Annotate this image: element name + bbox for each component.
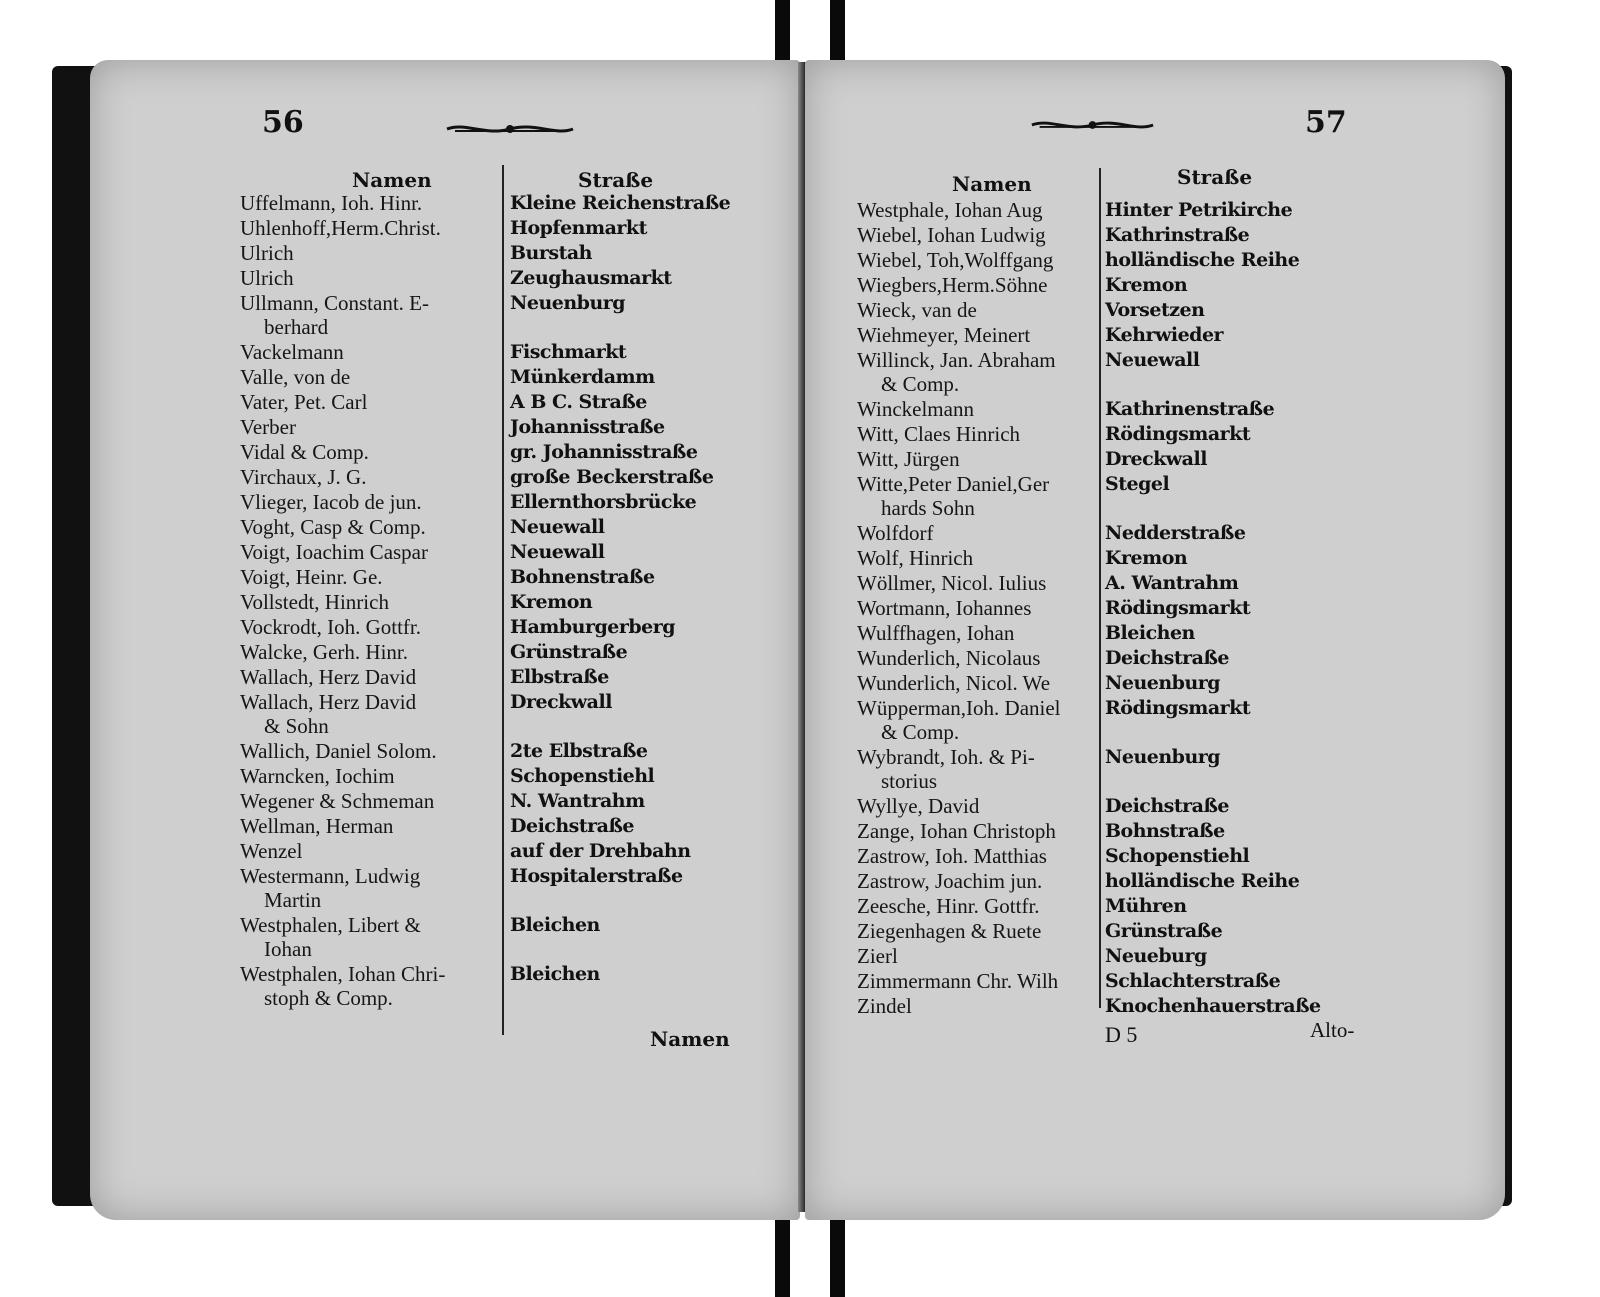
directory-entry [240, 565, 740, 590]
column-header-street: Straße [578, 168, 654, 192]
catchword: Namen [650, 1027, 730, 1051]
entry-name: Ulrich [240, 241, 294, 265]
entry-name-continued: storius [881, 769, 938, 793]
directory-entry [857, 919, 1357, 944]
directory-entry [857, 397, 1357, 422]
entry-name: Walcke, Gerh. Hinr. [240, 640, 408, 664]
entry-name: Zindel [857, 994, 912, 1018]
directory-entry [240, 291, 740, 340]
directory-entry [857, 571, 1357, 596]
entry-street: Deichstraße [510, 815, 634, 837]
entry-street: Kremon [510, 591, 593, 613]
directory-entry [857, 646, 1357, 671]
directory-entry [240, 690, 740, 739]
directory-entry [857, 223, 1357, 248]
entry-street: Deichstraße [1105, 647, 1229, 669]
entry-name: Zeesche, Hinr. Gottfr. [857, 894, 1040, 918]
directory-entry [857, 819, 1357, 844]
entry-name: Wallich, Daniel Solom. [240, 739, 437, 763]
entry-street: Deichstraße [1105, 795, 1229, 817]
directory-entry [240, 241, 740, 266]
directory-entry [240, 390, 740, 415]
entry-street: Kathrinenstraße [1105, 398, 1275, 420]
entry-street: Neuewall [1105, 349, 1200, 371]
directory-entry [857, 596, 1357, 621]
entry-name: Ullmann, Constant. E- [240, 291, 429, 315]
entry-street: Bleichen [1105, 622, 1195, 644]
entry-name: Wunderlich, Nicol. We [857, 671, 1051, 695]
directory-list [240, 191, 740, 1011]
entry-name: Witt, Claes Hinrich [857, 422, 1021, 446]
entry-street: Elbstraße [510, 666, 609, 688]
entry-name: Wiebel, Iohan Ludwig [857, 223, 1046, 247]
entry-name: Wüpperman,Ioh. Daniel [857, 696, 1061, 720]
entry-street: Hinter Petrikirche [1105, 199, 1293, 221]
directory-entry [857, 198, 1357, 223]
entry-name: Wöllmer, Nicol. Iulius [857, 571, 1047, 595]
entry-street: Neuenburg [1105, 672, 1221, 694]
entry-street: Johannisstraße [510, 416, 665, 438]
directory-entry [857, 869, 1357, 894]
entry-street: Bohnstraße [1105, 820, 1225, 842]
entry-street: 2te Elbstraße [510, 740, 648, 762]
entry-name: Voigt, Ioachim Caspar [240, 540, 428, 564]
directory-entry [857, 546, 1357, 571]
entry-name: Zange, Iohan Christoph [857, 819, 1056, 843]
entry-name: Witt, Jürgen [857, 447, 960, 471]
entry-street: Hospitalerstraße [510, 865, 683, 887]
entry-street: Nedderstraße [1105, 522, 1246, 544]
entry-street: Knochenhauerstraße [1105, 995, 1321, 1017]
signature-mark: D 5 [1105, 1022, 1138, 1047]
entry-name: Ulrich [240, 266, 294, 290]
entry-street: Rödingsmarkt [1105, 597, 1251, 619]
entry-name: Wiehmeyer, Meinert [857, 323, 1031, 347]
entry-street: Mühren [1105, 895, 1187, 917]
entry-name: Wieck, van de [857, 298, 977, 322]
entry-name-continued: & Comp. [881, 372, 960, 396]
ornament-icon [1030, 118, 1155, 132]
entry-name-continued: hards Sohn [881, 496, 975, 520]
entry-name: Wiegbers,Herm.Söhne [857, 273, 1048, 297]
directory-entry [857, 944, 1357, 969]
entry-street: N. Wantrahm [510, 790, 645, 812]
entry-name: Zierl [857, 944, 898, 968]
directory-entry [240, 789, 740, 814]
entry-name: Uffelmann, Ioh. Hinr. [240, 191, 423, 215]
directory-entry [240, 415, 740, 440]
entry-name-continued: Iohan [264, 937, 312, 961]
page-number: 57 [1305, 105, 1347, 140]
entry-name: Vater, Pet. Carl [240, 390, 368, 414]
entry-street: Kathrinstraße [1105, 224, 1250, 246]
directory-entry [240, 764, 740, 789]
entry-street: Ellernthorsbrücke [510, 491, 697, 513]
entry-name: Wulffhagen, Iohan [857, 621, 1015, 645]
entry-street: Neueburg [1105, 945, 1207, 967]
column-header-name: Namen [352, 168, 432, 192]
entry-street: Münkerdamm [510, 366, 655, 388]
entry-street: Schopenstiehl [510, 765, 655, 787]
entry-name: Wiebel, Toh,Wolffgang [857, 248, 1054, 272]
directory-entry [240, 962, 740, 1011]
directory-entry [240, 465, 740, 490]
entry-name: Wallach, Herz David [240, 690, 417, 714]
directory-entry [240, 590, 740, 615]
entry-street: Vorsetzen [1105, 299, 1205, 321]
entry-name: Westermann, Ludwig [240, 864, 421, 888]
directory-entry [857, 298, 1357, 323]
entry-street: Bleichen [510, 914, 600, 936]
entry-name: Westphalen, Iohan Chri- [240, 962, 446, 986]
entry-name: Wegener & Schmeman [240, 789, 435, 813]
entry-street: Stegel [1105, 473, 1170, 495]
entry-street: Neuenburg [510, 292, 626, 314]
entry-name: Westphalen, Libert & [240, 913, 421, 937]
entry-name: Ziegenhagen & Ruete [857, 919, 1042, 943]
directory-entry [240, 490, 740, 515]
entry-street: Rödingsmarkt [1105, 697, 1251, 719]
entry-name: Valle, von de [240, 365, 351, 389]
entry-name: Wellman, Herman [240, 814, 394, 838]
directory-entry [240, 340, 740, 365]
entry-street: Hopfenmarkt [510, 217, 647, 239]
directory-entry [240, 515, 740, 540]
directory-entry [857, 621, 1357, 646]
directory-entry [240, 839, 740, 864]
directory-entry [240, 191, 740, 216]
directory-entry [240, 365, 740, 390]
entry-street: Dreckwall [1105, 448, 1207, 470]
entry-name: Uhlenhoff,Herm.Christ. [240, 216, 441, 240]
entry-street: Burstah [510, 242, 592, 264]
entry-name: Winckelmann [857, 397, 974, 421]
directory-entry [857, 894, 1357, 919]
directory-entry [857, 521, 1357, 546]
column-header-name: Namen [952, 172, 1032, 196]
entry-name: Warncken, Iochim [240, 764, 395, 788]
left-page [90, 60, 800, 1220]
directory-entry [240, 913, 740, 962]
ornament-icon [445, 122, 575, 136]
entry-name: Vidal & Comp. [240, 440, 369, 464]
entry-street: Kremon [1105, 547, 1188, 569]
entry-street: Neuenburg [1105, 746, 1221, 768]
entry-street: Fischmarkt [510, 341, 627, 363]
entry-name: Wortmann, Iohannes [857, 596, 1032, 620]
page-number: 56 [262, 105, 304, 140]
entry-name: Wenzel [240, 839, 303, 863]
entry-street: Grünstraße [510, 641, 628, 663]
entry-name: Zastrow, Joachim jun. [857, 869, 1043, 893]
entry-name: Vockrodt, Ioh. Gottfr. [240, 615, 422, 639]
entry-street: Bohnenstraße [510, 566, 655, 588]
entry-street: Kremon [1105, 274, 1188, 296]
entry-street: Schlachterstraße [1105, 970, 1281, 992]
directory-entry [240, 266, 740, 291]
entry-name: Verber [240, 415, 296, 439]
entry-name: Wallach, Herz David [240, 665, 417, 689]
entry-name: Virchaux, J. G. [240, 465, 367, 489]
directory-entry [240, 814, 740, 839]
directory-entry [857, 671, 1357, 696]
directory-entry [240, 216, 740, 241]
entry-name: Zastrow, Ioh. Matthias [857, 844, 1047, 868]
directory-entry [857, 969, 1357, 994]
entry-street: Neuewall [510, 516, 605, 538]
entry-name: Wybrandt, Ioh. & Pi- [857, 745, 1035, 769]
entry-name: Wyllye, David [857, 794, 980, 818]
directory-entry [857, 273, 1357, 298]
entry-name-continued: berhard [264, 315, 329, 339]
entry-name: Willinck, Jan. Abraham [857, 348, 1056, 372]
directory-entry [240, 540, 740, 565]
directory-entry [240, 640, 740, 665]
entry-street: A. Wantrahm [1105, 572, 1239, 594]
directory-entry [857, 348, 1357, 397]
directory-entry [857, 794, 1357, 819]
directory-list [857, 198, 1357, 1019]
directory-entry [857, 696, 1357, 745]
entry-name: Wolf, Hinrich [857, 546, 974, 570]
entry-name: Wunderlich, Nicolaus [857, 646, 1041, 670]
entry-street: Rödingsmarkt [1105, 423, 1251, 445]
directory-entry [857, 422, 1357, 447]
entry-street: Hamburgerberg [510, 616, 676, 638]
directory-entry [240, 615, 740, 640]
entry-street: Dreckwall [510, 691, 612, 713]
entry-name: Vollstedt, Hinrich [240, 590, 389, 614]
directory-entry [857, 844, 1357, 869]
entry-street: A B C. Straße [510, 391, 647, 413]
entry-street: gr. Johannisstraße [510, 441, 698, 463]
directory-entry [857, 323, 1357, 348]
entry-street: große Beckerstraße [510, 466, 714, 488]
directory-entry [857, 994, 1357, 1019]
entry-street: Neuewall [510, 541, 605, 563]
directory-entry [240, 864, 740, 913]
entry-name: Vackelmann [240, 340, 344, 364]
entry-street: Zeughausmarkt [510, 267, 672, 289]
entry-name-continued: stoph & Comp. [264, 986, 393, 1010]
directory-entry [857, 472, 1357, 521]
entry-street: Bleichen [510, 963, 600, 985]
entry-name: Vlieger, Iacob de jun. [240, 490, 422, 514]
entry-name-continued: Martin [264, 888, 322, 912]
catchword: Alto- [1310, 1018, 1355, 1042]
entry-street: holländische Reihe [1105, 870, 1300, 892]
binding-strip-bottom-light [790, 1210, 830, 1297]
entry-name-continued: & Comp. [881, 720, 960, 744]
entry-name: Voigt, Heinr. Ge. [240, 565, 383, 589]
entry-name: Voght, Casp & Comp. [240, 515, 426, 539]
entry-street: holländische Reihe [1105, 249, 1300, 271]
entry-street: Kleine Reichenstraße [510, 192, 731, 214]
directory-entry [240, 665, 740, 690]
entry-street: Grünstraße [1105, 920, 1223, 942]
directory-entry [857, 248, 1357, 273]
directory-entry [240, 739, 740, 764]
entry-name: Wolfdorf [857, 521, 934, 545]
entry-name: Zimmermann Chr. Wilh [857, 969, 1059, 993]
directory-entry [857, 745, 1357, 794]
entry-name-continued: & Sohn [264, 714, 329, 738]
directory-entry [240, 440, 740, 465]
entry-street: Schopenstiehl [1105, 845, 1250, 867]
entry-name: Witte,Peter Daniel,Ger [857, 472, 1050, 496]
entry-street: auf der Drehbahn [510, 840, 691, 862]
directory-entry [857, 447, 1357, 472]
column-header-street: Straße [1177, 165, 1253, 189]
entry-name: Westphale, Iohan Aug [857, 198, 1043, 222]
entry-street: Kehrwieder [1105, 324, 1224, 346]
right-page [805, 60, 1505, 1220]
